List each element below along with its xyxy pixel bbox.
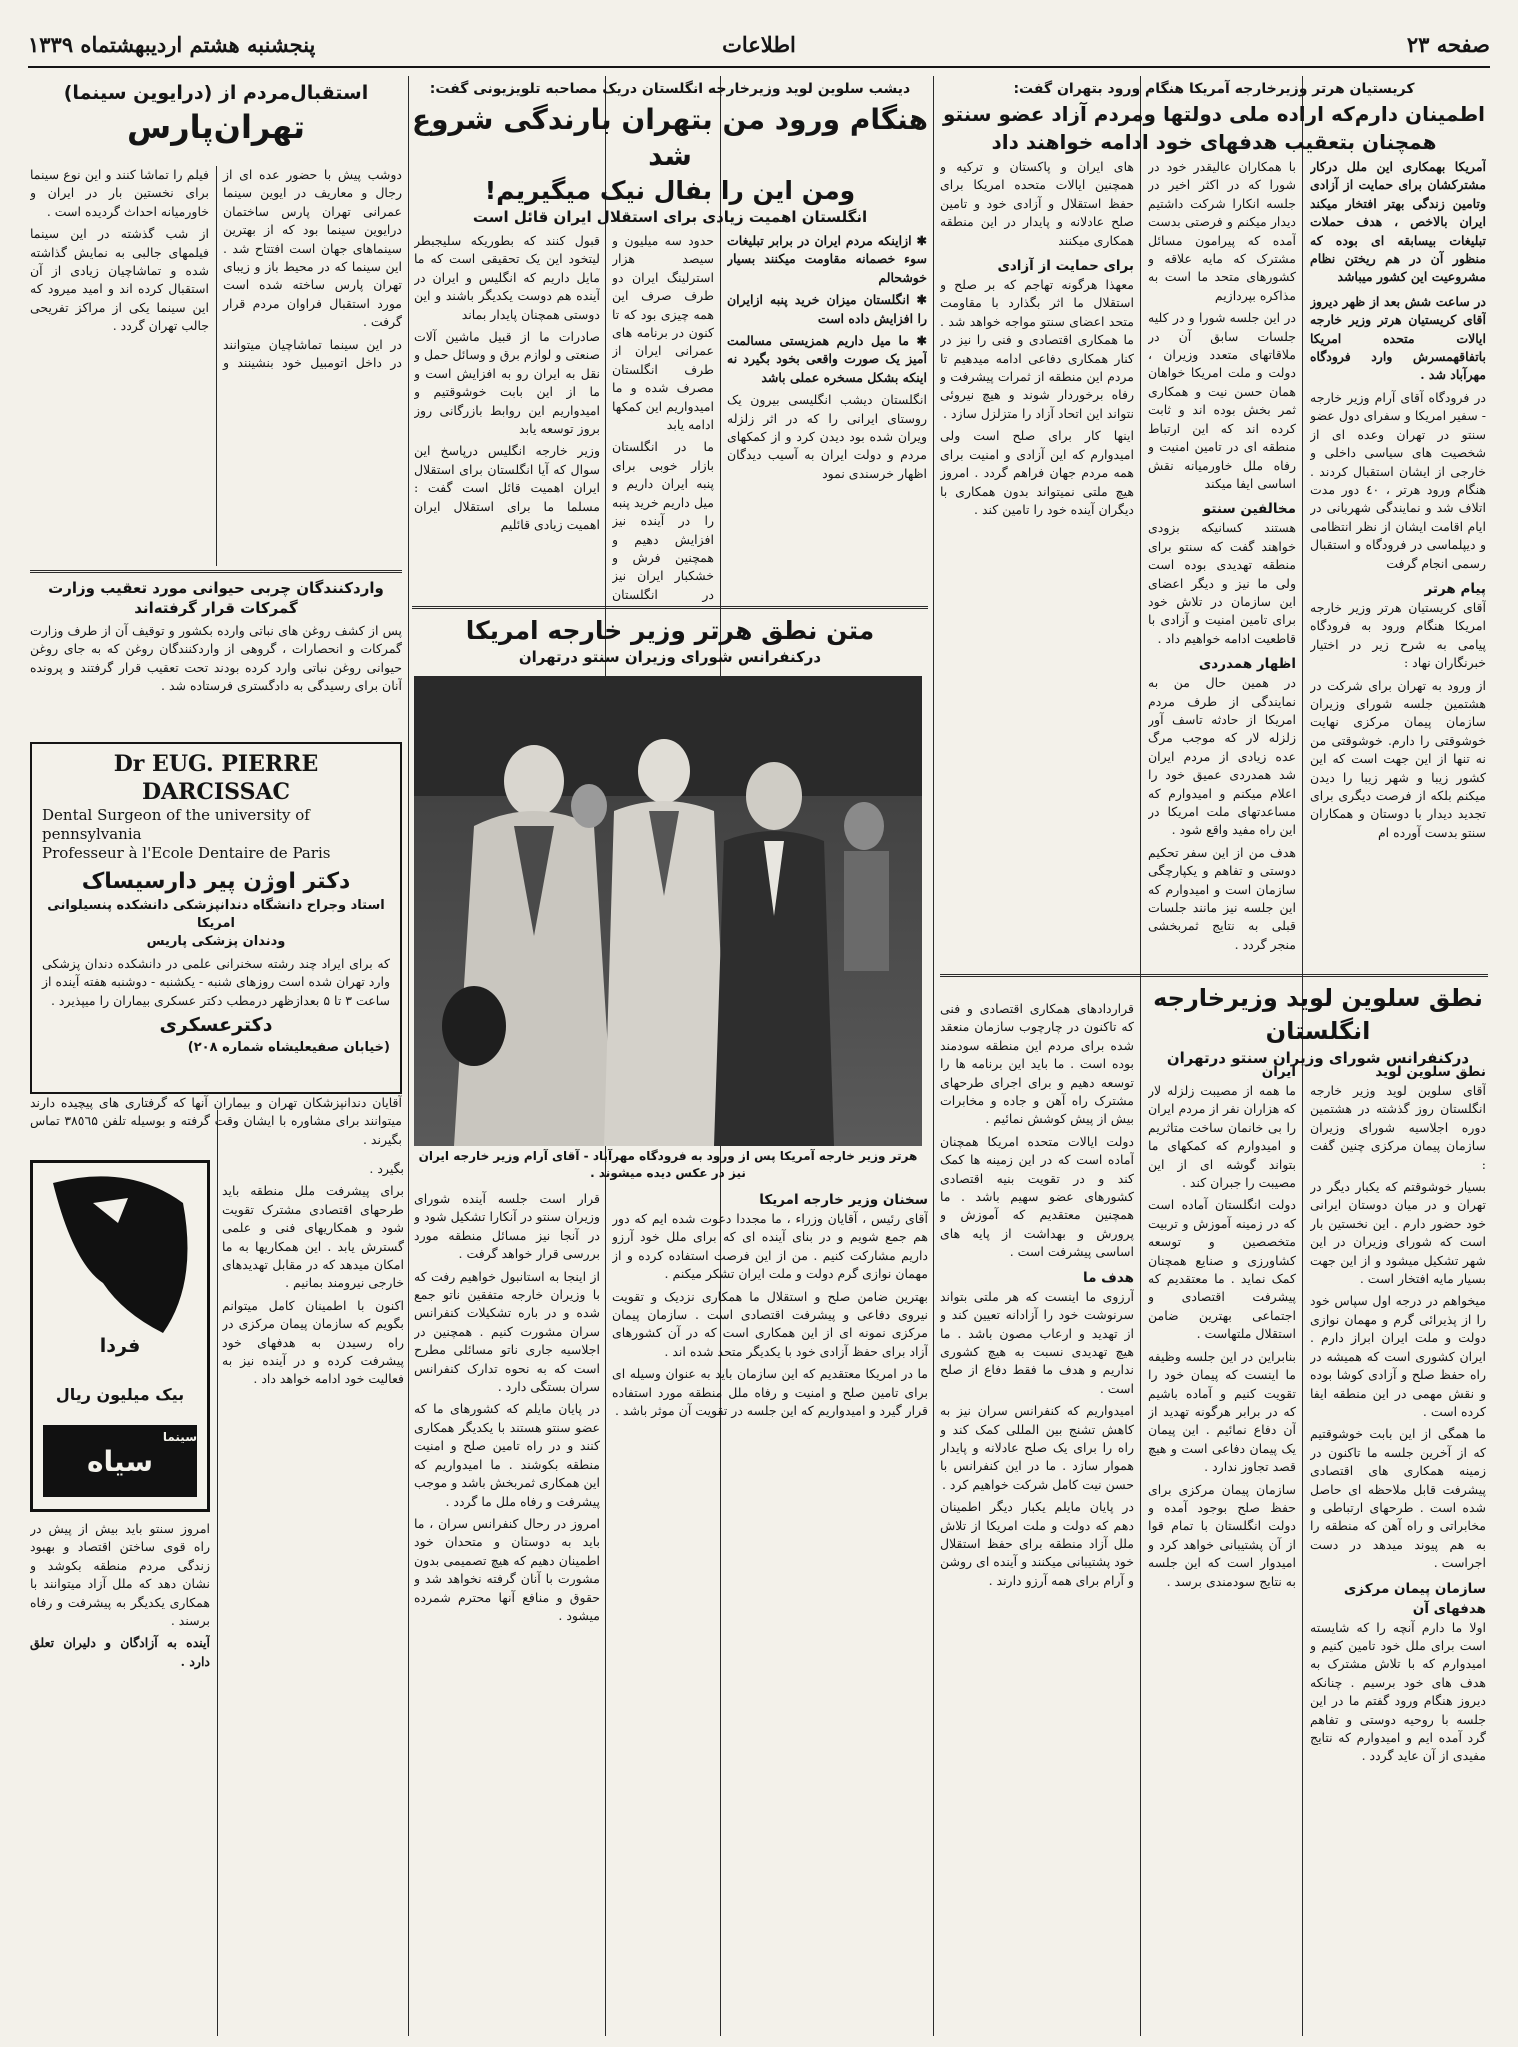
- ad-name-english: Dr EUG. PIERRE DARCISSAC: [113, 751, 319, 805]
- herter-speech-column-4: [30, 1520, 210, 2032]
- paragraph: از ورود به تهران برای شرکت در هشتمین جلسه شورای وزیران سازمان پیمان مرکزی نهایت خوشوقتی را دارم. خوشوقتی من نه تنها از این جهت است که این کشور زیبا و شهر زیبا را دیدن میکنم بلکه از فرصت دیگری برای تجدید دیدار با دوستان و همکاران سنتو بدست آورده ام: [1310, 677, 1486, 840]
- subheading: پیام هرتر: [1424, 580, 1486, 597]
- subheading: اظهار همدردی: [1198, 656, 1296, 673]
- column-rule: [933, 76, 934, 2036]
- lloyd-interview-header: [412, 80, 928, 227]
- paper-name: اطلاعات: [722, 32, 796, 57]
- paragraph: حدود سه میلیون و سیصد هزار استرلینگ ایران دو طرف صرف این همه چیزی بود که تا کنون در برنامه های عمرانی ایران از طرف انگلستان مصرف شده و ما امیدواریم این کمکها ادامه یابد: [612, 233, 714, 433]
- paragraph: دوشب پیش با حضور عده ای از رجال و معاریف در ایوین سینما عمرانی تهران پارس ساختمان درایوین سینما بود که از بهترین سینماهای جهان است افتتاح شد . این سینما که در محیط باز و زیبای تهران پارس ساخته شده است مورد استقبال فراوان مردم قرار گرفت .: [223, 167, 402, 330]
- cinema-article-body: [30, 166, 402, 566]
- paragraph: اینها کار برای صلح است ولی امیدوارم که این آزادی و امنیت برای همه مردم جهان فراهم گردد . امروز هیچ ملتی نمیتواند بدون همکاری با دیگران آینده خود را تامین کند .: [940, 428, 1134, 517]
- lead-summary: آمریکا بهمکاری این ملل درکار مشترکشان برای حمایت از آزادی وتامین زندگی بهتر افتخار میکند ایران بالاخص ، هدف حملات تبلیغات بیسابقه ای بوده که منظور آن در هم ریختن نظام مشروعیت این کشور میباشد: [1310, 159, 1486, 285]
- date-line: پنجشنبه هشتم اردیبهشتماه ۱۳۳۹: [28, 32, 316, 57]
- paragraph: در ساعت شش بعد از ظهر دیروز آقای کریستیان هرتر وزیر خارجه ایالات متحده امریکا باتفاقهمسرش وارد فرودگاه مهرآباد شد .: [1310, 293, 1486, 383]
- paragraph: اولا ما دارم آنچه را که شایسته است برای ملل خود تامین کنیم و امیدوارم که با تلاش مشترک به هدف های خود برسیم . چنانکه دیروز هنگام ورود گفتم ما در این جلسه با روحیه دوستی و تفاهم گرد آمده ایم و امیدوارم که نتایج مفیدی از آن عاید گردد .: [1310, 1619, 1486, 1764]
- paragraph: در این جلسه شورا و در کلیه جلسات سابق آن در ملاقاتهای متعدد وزیران ، دولت و ملت امریکا خواهان همان حسن نیت و همکاری ثمر بخش بوده اند و ثابت کرده اند که این ارتباط منطقه ای در تامین امنیت و رفاه ملل خاورمیانه نقش اساسی ایفا میکند: [1148, 310, 1296, 491]
- herter-speech-column-2: [414, 1190, 600, 2032]
- paragraph: آینده به آزادگان و دلیران تعلق دارد .: [30, 1635, 210, 1669]
- paragraph: قراردادهای همکاری اقتصادی و فنی که تاکنون در چارچوب سازمان منعقد شده برای مردم این منطقه سودمند بوده است . ما باید این برنامه ها را توسعه دهیم و برای اجرای طرحهای مشترک راه آهن و جاده و مخابرات بیش از پیش کوشش نمائیم .: [940, 1001, 1134, 1127]
- herter-speech-header: [412, 614, 928, 667]
- dentist-ad-footer: آقایان دندانپزشکان تهران و بیماران آنها که گرفتاری های پیچیده دارند میتوانند برای مشاوره با ایشان وقت گرفته و بوسیله تلفن ۳۸٥٦۵ تماس بگیرند .: [30, 1095, 402, 1147]
- herter-speech-column-3: [222, 1160, 404, 2032]
- paragraph: صادرات ما از قبیل ماشین آلات صنعتی و لوازم برق و وسائل حمل و نقل به ایران رو به افزایش است و ما از این بابت خوشوقتیم و امیدواریم این روابط بازرگانی روز بروز توسعه یابد: [414, 329, 600, 437]
- bullet-point: ✱ ازاینکه مردم ایران در برابر تبلیغات سوء خصمانه مقاومت میکنند بسیار خوشحالم: [727, 232, 927, 287]
- kicker: استقبال‌مردم از (درایوین سینما): [63, 82, 369, 104]
- paragraph: اکنون با اطمینان کامل میتوانم بگویم که سازمان پیمان مرکزی در راه رسیدن به هدفهای خود پیشرفت کرده و در آینده نیز به فعالیت خود ادامه خواهد داد .: [222, 1297, 404, 1387]
- paragraph: بنابراین در این جلسه وظیفه ما اینست که پیمان خود را تقویت کنیم و آماده باشیم که در برابر هرگونه تهدید از آن دفاع نمائیم . این پیمان یک پیمان دفاعی است و هیچ قصد تجاوز ندارد .: [1148, 1348, 1296, 1475]
- herter-speech-column-1: [612, 1190, 928, 2032]
- column-rule: [217, 1110, 218, 2036]
- section-divider: [412, 606, 928, 609]
- paragraph: بهترین ضامن صلح و استقلال ما همکاری نزدیک و تقویت نیروی دفاعی و پیشرفت اقتصادی است . سازمان پیمان مرکزی نمونه ای از این همکاری است که در آن کشورهای آزاد برای حفظ آزادی خود با یکدیگر متحد شده اند .: [612, 1288, 928, 1359]
- subheadline: درکنفرانس شورای وزیران سنتو درتهران: [1166, 1049, 1470, 1067]
- paragraph: هستند کسانیکه بزودی خواهند گفت که سنتو برای منطقه تهدیدی بوده است ولی ما نیز و دیگر اعضای این سازمان در تلاش خود برای تامین امنیت و آزادی با قاطعیت ادامه خواهیم داد .: [1148, 520, 1296, 646]
- bullet-point: ✱ انگلستان میزان خرید پنبه ازایران را افزایش داده است: [727, 291, 927, 328]
- paragraph: بسیار خوشوقتم که یکبار دیگر در تهران و در میان دوستان ایرانی خود حضور دارم . این نخستین بار است که شورای وزیران در این شهر تشکیل میشود و از این جهت بسیار مایه افتخار است .: [1310, 1179, 1486, 1287]
- film-ad-label: سینما: [162, 1430, 197, 1444]
- subheading: هدفهای آن: [1412, 1600, 1486, 1617]
- subheading: برای حمایت از آزادی: [997, 258, 1134, 275]
- column-rule: [408, 76, 409, 2036]
- paragraph: از اینجا به استانبول خواهیم رفت که با وزیران خارجه متفقین ناتو جمع شده و در باره تشکیلات کنفرانس سران مشورت کنیم . همچنین در اجلاسیه جاری ناتو مسائلی مطرح است که به نحوه تدارک کنفرانس سران بستگی دارد .: [414, 1268, 600, 1395]
- headline: هنگام ورود من بتهران بارندگی شروع شد: [411, 103, 928, 172]
- herter-column-2: [1148, 158, 1296, 968]
- paragraph: بگیرد .: [369, 1161, 404, 1176]
- paragraph: در این سینما تماشاچیان میتوانند در داخل اتومبیل خود بنشینند و فیلم را تماشا کنند و این نوع سینما برای نخستین بار در ایران و خاورمیانه احداث گردیده است .: [30, 167, 402, 371]
- paragraph: قرار است جلسه آینده شورای وزیران سنتو در آنکارا تشکیل شود و در آنجا نیز مسائل منطقه مورد بررسی قرار خواهد گرفت .: [414, 1191, 600, 1262]
- paragraph: در پایان مایلم که کشورهای ما که عضو سنتو هستند با یکدیگر همکاری کنند و در راه تامین صلح و امنیت منطقه بکوشند . ما امیدواریم که این همکاری ثمربخش باشد و موجب پیشرفت و رفاه ملل ما گردد .: [414, 1401, 600, 1509]
- paragraph: در همین حال من به نمایندگی از طرف مردم امریکا از حادثه تاسف آور زلزله لار که موجب مرگ عده زیادی از مردم ایران شد همدردی عمیق خود را اعلام میکنم و امیدوارم که مساعدتهای ملت امریکا در این راه مفید واقع شود .: [1148, 675, 1296, 838]
- film-ad-title: سیاه: [86, 1445, 153, 1478]
- lloyd-interview-column-mid: [612, 232, 714, 602]
- paragraph: برای پیشرفت ملل منطقه باید طرحهای اقتصادی مشترک تقویت شود و همکاریهای فنی و علمی گسترش یابد . این همکاریها به ما امکان میدهد که در مقابل تهدیدهای خارجی نیرومند بمانیم .: [222, 1183, 404, 1291]
- subheading: ایران: [1261, 1064, 1296, 1080]
- paragraph: ما همه از مصیبت زلزله لار که هزاران نفر از مردم ایران را بی خانمان ساخت متاثریم و امیدوارم که کمکهای ما بتواند گوشه ای از این مصیبت را جبران کند .: [1148, 1083, 1296, 1191]
- subheading: سخنان وزیر خارجه امریکا: [759, 1192, 928, 1208]
- ad-title-english: Dental Surgeon of the university of pennsylvania: [42, 806, 310, 843]
- paragraph: هدف من از این سفر تحکیم دوستی و تفاهم و یکپارچگی سازمان است و امیدوارم که این جلسه نیز مانند جلسات قبلی به نتایج ثمربخشی منجر گردد .: [1148, 844, 1296, 952]
- ad-title-persian-2: ودندان پزشکی پاریس: [146, 934, 286, 949]
- ad-title-persian: استاد وجراح دانشگاه دندانپزشکی دانشکده پنسیلوانی امریکا: [47, 898, 385, 931]
- paragraph: آقای رئیس ، آقایان وزراء ، ما مجددا دعوت شده ایم که دور هم جمع شویم و در بنای آینده ای که برای ملل خود آرزو داریم مشارکت کنیم . من از این فرصت استفاده کرده و از مهمان نوازی گرم دولت و ملت ایران تشکر میکنم .: [612, 1211, 928, 1282]
- herter-speech-continued: [940, 1000, 1134, 2032]
- film-ad-prize: بیک میلیون ریال: [55, 1385, 185, 1404]
- subheading: مخالفین سنتو: [1202, 501, 1296, 518]
- cinema-article-header: [30, 80, 402, 148]
- ad-name-persian: دکتر اوژن پیر دارسیساک: [81, 869, 351, 894]
- bullet-point: ✱ ما میل داریم همزیستی مسالمت آمیز یک صورت واقعی بخود بگیرد نه اینکه بشکل مسخره عملی باشد: [727, 332, 927, 387]
- paragraph: دولت ایالات متحده امریکا همچنان آماده است که در این زمینه ها کمک کند و در تقویت بنیه اقتصادی کشورهای عضو سهیم باشد . ما همچنین معتقدیم که آموزش و پرورش و بهداشت از پایه های اساسی پیشرفت است .: [940, 1133, 1134, 1260]
- paragraph: آقای سلوین لوید وزیر خارجه انگلستان روز گذشته در هشتمین دوره اجلاسیه شورای وزیران سازمان پیمان مرکزی چنین گفت :: [1310, 1083, 1486, 1172]
- film-ad-tomorrow: فردا: [99, 1335, 141, 1357]
- masthead: [28, 30, 1490, 70]
- paragraph: معهذا هرگونه تهاجم که بر صلح و استقلال ما اثر بگذارد با مقاومت متحد اعضای سنتو مواجه خواهد شد . ما همکاری اقتصادی و فنی را نیز در کنار همکاری دفاعی ادامه میدهیم تا مردم این منطقه از ثمرات پیشرفت و رفاه برخوردار شوند و هیچ نیروئی نتواند این اتحاد آزاد را متزلزل سازد .: [940, 277, 1134, 421]
- paragraph: در فرودگاه آقای آرام وزیر خارجه - سفیر امریکا و سفرای دول عضو سنتو در تهران وعده ای از شخصیت های سیاسی داخلی و خارجی از ایشان استقبال کردند . هنگام ورود هرتر ، ٤٠ دور مدت اتلاف شد و نمایندگی شهربانی در ایام اقامت ایشان از نظر انتظامی و دیپلماسی در فرودگاه و استقبال رسمی انجام گرفت: [1310, 389, 1486, 571]
- ad-body: که برای ایراد چند رشته سخنرانی علمی در دانشکده دندان پزشکی وارد تهران شده است روزهای شنبه - یکشنبه - دوشنبه هفته آینده از ساعت ۳ تا ۵ بعدازظهر درمطب دکتر عسکری بیماران را میپذیرد .: [42, 956, 390, 1008]
- customs-article: [30, 578, 402, 736]
- paragraph: امیدواریم که کنفرانس سران نیز به کاهش تشنج بین المللی کمک کند و راه را برای یک صلح عادلانه و پایدار هموار سازد . ما در این کنفرانس با حسن نیت کامل شرکت خواهیم کرد .: [940, 1403, 1134, 1492]
- headline: متن نطق هرتر وزیر خارجه امریکا: [465, 616, 875, 645]
- paragraph: ما در انگلستان بازار خوبی برای پنبه ایران داریم و میل داریم خرید پنبه را در آینده نیز افزایش دهیم و همچنین فرش و خشکبار ایران نیز در انگلستان: [612, 439, 714, 602]
- lloyd-column-1: [1310, 1062, 1486, 2032]
- paragraph: های ایران و پاکستان و ترکیه و همچنین ایالات متحده امریکا برای حفظ استقلال و آزادی خود و تامین صلح عادلانه و پایدار در این منطقه همکاری میکنند: [940, 159, 1134, 248]
- paragraph: آقای کریستیان هرتر وزیر خارجه امریکا هنگام ورود به فرودگاه پیامی به شرح زیر در اختیار خبرنگاران نهاد :: [1310, 599, 1486, 671]
- subheading: سازمان پیمان مرکزی: [1343, 1580, 1486, 1597]
- herter-column-3: [940, 158, 1134, 968]
- paragraph: پس از کشف روغن های نباتی وارده بکشور و توقیف آن از طرف وزارت گمرکات و انحصارات ، گروهی از واردکنندگان روغن که به جای روغن حیوانی روغن نباتی وارد کرده بودند تحت تعقیب قرار گرفتند و پرونده آنان برای رسیدگی به دادگستری فرستاده شد .: [30, 623, 402, 694]
- section-divider: [940, 974, 1488, 977]
- paragraph: ما در امریکا معتقدیم که این سازمان باید به عنوان وسیله ای برای تامین صلح و امنیت و رفاه ملل منطقه مورد استفاده قرار گیرد و امیدواریم که این جلسه در تقویت آن موثر باشد .: [612, 1366, 928, 1419]
- kicker: کریستیان هرتر وزیرخارجه آمریکا هنگام ورود بتهران گفت:: [1013, 81, 1415, 97]
- subheadline: درکنفرانس شورای وزیران سنتو درتهران: [518, 648, 822, 666]
- film-advertisement: [30, 1160, 210, 1512]
- column-rule: [1140, 76, 1141, 2036]
- ad-persian-block: [32, 863, 400, 1058]
- herter-column-1: [1310, 158, 1486, 968]
- page-number: صفحه ۲۳: [1406, 32, 1490, 57]
- herter-arrival-header: [940, 80, 1488, 156]
- paragraph: قبول کنند که بطوریکه سلیجبطر لیتخود این یک تحقیقی است که ما مایل داریم که انگلیس و ایران در آینده هم دوست یکدیگر باشند و این دوستی همچنان پایدار بماند: [414, 233, 600, 322]
- paragraph: در پایان مایلم یکبار دیگر اطمینان دهم که دولت و ملت امریکا از تلاش ملل آزاد منطقه برای حفظ استقلال خود پشتیبانی میکنند و آینده ای روشن و آرام برای همه آرزو دارند .: [940, 1499, 1134, 1588]
- lloyd-speech-header: [1148, 982, 1488, 1068]
- headline-line-2: ومن این را بفال نیک میگیریم!: [484, 176, 856, 205]
- masthead-rule: [28, 66, 1490, 68]
- ad-address: (خیابان صفیعلیشاه شماره ۲۰۸): [187, 1040, 390, 1056]
- photo-caption: هرتر وزیر خارجه آمریکا پس از ورود به فرودگاه مهرآباد - آقای آرام وزیر خارجه ایران نیز در عکس دیده میشوند .: [418, 1149, 918, 1180]
- herter-arrival-photo: [414, 676, 922, 1146]
- kicker: دیشب سلوین لوید وزیرخارجه انگلستان دریک مصاحبه تلویزیونی گفت:: [429, 81, 911, 97]
- paragraph: امروز در رحال کنفرانس سران ، ما باید به دوستان و متحدان خود اطمینان دهیم که هیچ تصمیمی بدون مشورت با آنان گرفته نخواهد شد و حقوق و منافع آنها محترم شمرده میشود .: [414, 1515, 600, 1623]
- paragraph: آرزوی ما اینست که هر ملتی بتواند سرنوشت خود را آزادانه تعیین کند و از تهدید و ارعاب مصون باشد . ما هیچ تهدیدی نسبت به هیچ کشوری نداریم و هدف ما فقط دفاع از صلح است .: [940, 1288, 1134, 1396]
- headline: تهران‌پارس: [127, 108, 305, 146]
- lloyd-column-2: [1148, 1062, 1296, 2032]
- ad-english-block: [32, 744, 400, 863]
- paragraph: از شب گذشته در این سینما فیلمهای جالبی به نمایش گذاشته شده و تماشاچیان زیادی از آن استقبال کرده اند و امید میرود که این سینما یکی از مراکز تفریحی جالب تهران گردد .: [30, 226, 209, 334]
- photo-illustration: [414, 676, 922, 1146]
- paragraph: انگلستان دیشب انگلیسی بیرون یک روستای ایرانی را که در اثر زلزله ویران شده بود دیدن کرد و از کمکهای مردم و دولت ایران به آسیب دیدگان اظهار خرسندی نمود: [727, 392, 927, 481]
- paragraph: ما همگی از این بابت خوشوقتیم که از آخرین جلسه ما تاکنون در زمینه همکاری های اقتصادی پیشرفت قابل ملاحظه ای حاصل شده است . طرحهای ارتباطی و مخابراتی و راه آهن که منطقه را به هم پیوند میدهد در دست اجراست .: [1310, 1426, 1486, 1571]
- paragraph: سازمان پیمان مرکزی برای حفظ صلح بوجود آمده و دولت انگلستان با تمام قوا از آن پشتیبانی خواهد کرد و امیدوار است که این جلسه به نتایج سودمندی برسد .: [1148, 1481, 1296, 1589]
- lloyd-interview-column-left: [414, 232, 600, 602]
- headline: اطمینان دارم‌که اراده ملی دولتها ومردم آزاد عضو سنتو همچنان بتعقیب هدفهای خود ادامه خواهند داد: [942, 102, 1486, 154]
- ad-title-english-2: Professeur à l'Ecole Dentaire de Paris: [42, 844, 331, 862]
- paragraph: وزیر خارجه انگلیس درپاسخ این سوال که آیا انگلستان برای استقلال ایران اهمیت قائل است گفت : مسلما ما برای استقلال ایران اهمیت زیادی قائلیم: [414, 443, 600, 533]
- subheading: نطق سلوین لوید: [1375, 1064, 1486, 1080]
- lloyd-interview-column-right: [727, 232, 927, 602]
- subheading: هدف ما: [1083, 1269, 1134, 1286]
- paragraph: میخواهم در درجه اول سپاس خود را از پذیرائی گرم و مهمان نوازی دولت و ملت ایران ابراز دارم . ایران کشوری است که همیشه در راه حفظ صلح و آزادی کوشا بوده و نقش مهمی در این منطقه ایفا کرده است .: [1310, 1293, 1486, 1419]
- section-divider: [30, 570, 402, 573]
- paragraph: امروز سنتو باید بیش از پیش در راه قوی ساختن اقتصاد و بهبود زندگی مردم منطقه بکوشد و نشان دهد که ملل آزاد میتوانند با همکاری یکدیگر به پیشرفت و رفاه برسند .: [30, 1521, 210, 1629]
- headline: نطق سلوین لوید وزیرخارجه انگلستان: [1153, 984, 1483, 1045]
- headline: واردکنندگان چربی حیوانی مورد تعقیب وزارت گمرکات قرار گرفته‌اند: [48, 579, 384, 617]
- paragraph: دولت انگلستان آماده است که در زمینه آموزش و تربیت متخصصین و توسعه کشاورزی و صنایع همچنان کمک نماید . ما معتقدیم که پیشرفت اقتصادی و اجتماعی بهترین ضامن استقلال ملتهاست .: [1148, 1197, 1296, 1342]
- dentist-advertisement: [30, 742, 402, 1094]
- ad-doctor-name: دکترعسکری: [159, 1014, 273, 1037]
- subheadline: انگلستان اهمیت زیادی برای استقلال ایران قائل است: [472, 208, 868, 226]
- paragraph: با همکاران عالیقدر خود در شورا که در اکثر اخیر در جلسه انکارا شرکت داشتیم دیدار میکنم و فرصتی بدست آمده که پیرامون مسائل مشترک که مایه علاقه و کشورهای متحد ما است به مذاکره بپردازیم: [1148, 159, 1296, 303]
